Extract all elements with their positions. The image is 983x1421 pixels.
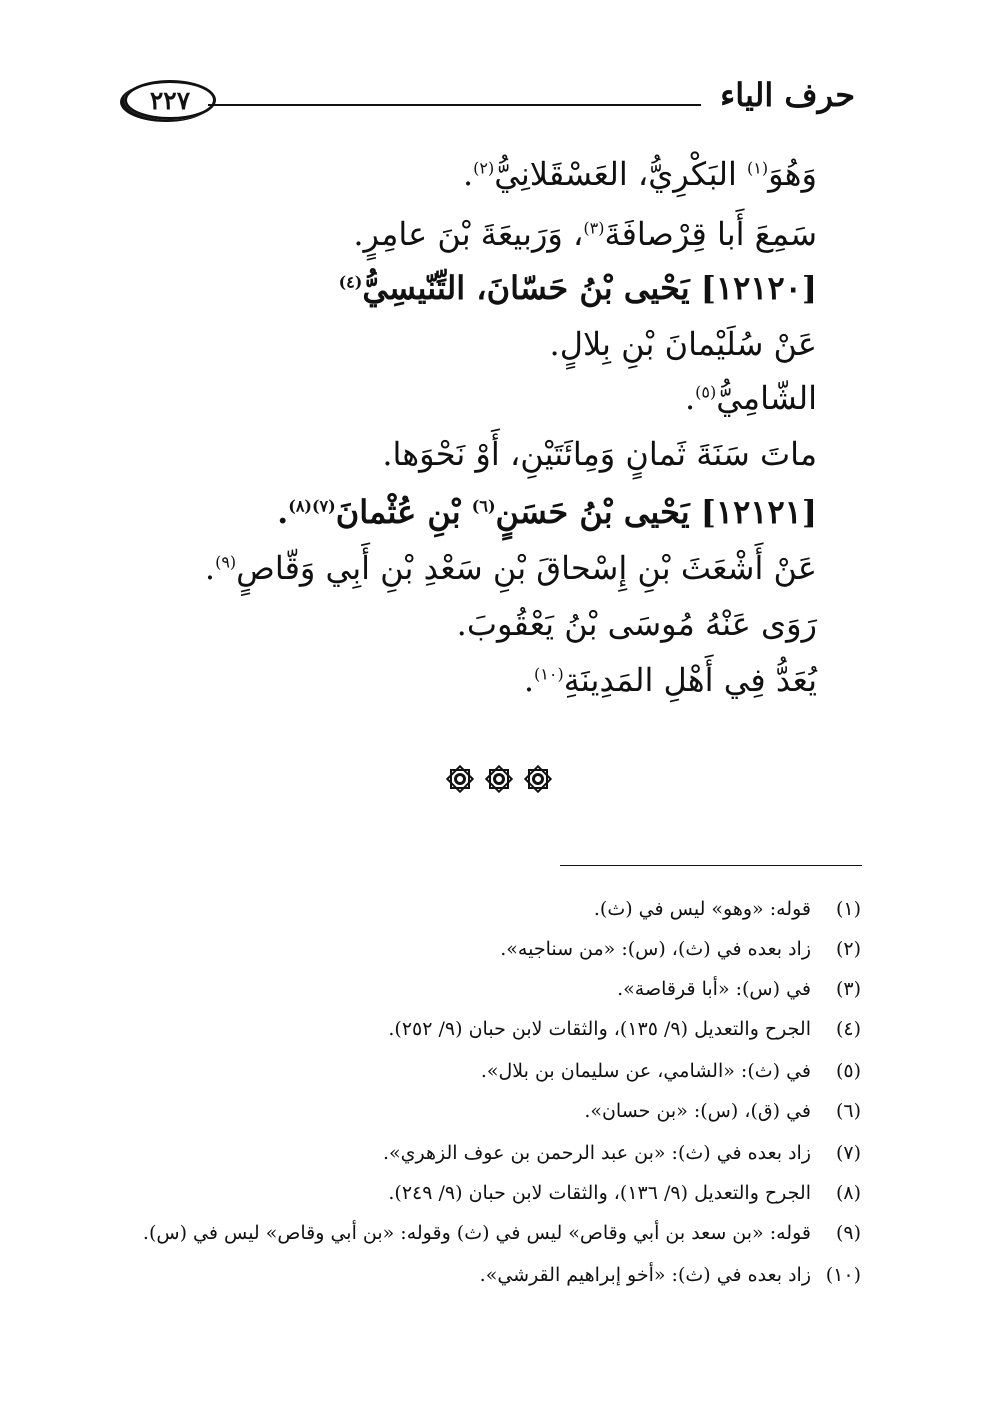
footnote [584, 1096, 861, 1126]
footnote-text: قوله: «بن سعد بن أبي وقاص» ليس في (ث) وقوله: «بن أبي وقاص» ليس في (س). [142, 1222, 811, 1244]
text-line: رَوَى عَنْهُ مُوسَى بْنُ يَعْقُوبَ. [456, 605, 817, 643]
footnote-text: في (ق)، (س): «بن حسان». [584, 1100, 811, 1122]
footnote [594, 894, 861, 924]
footnote-text: في (ث): «الشامي، عن سليمان بن بلال». [480, 1060, 811, 1082]
footnote-text: في (س): «أبا قرقاصة». [617, 978, 811, 1000]
footnote-text: زاد بعده في (ث)، (س): «من سناجيه». [500, 938, 811, 960]
page-number: ٢٢٧ [149, 85, 191, 115]
rosette-ornament-icon [522, 763, 554, 795]
footnote-number: (٤) [835, 1018, 861, 1040]
footnote-text: الجرح والتعديل (٩/ ١٣٦)، والثقات لابن حبان (٩/ ٢٤٩). [388, 1182, 811, 1204]
rosette-ornament-icon [483, 763, 515, 795]
footnote-text: زاد بعده في (ث): «بن عبد الرحمن بن عوف الزهري». [382, 1142, 811, 1164]
footnote-number: (٨) [835, 1182, 861, 1204]
entry-heading: [١٢١٢١] يَحْيى بْنُ حَسَنٍ$^{(٦)}$ بْنِ عُثْمانَ$^{(٧)(٨)}$. [277, 493, 817, 531]
footnote-number: (١٠) [825, 1264, 861, 1286]
running-header-title: حرف الياء [720, 76, 855, 114]
footnote-text: الجرح والتعديل (٩/ ١٣٥)، والثقات لابن حبان (٩/ ٢٥٢). [388, 1018, 811, 1040]
rosette-ornament-icon [444, 763, 476, 795]
text-line: سَمِعَ أَبا قِرْصافَةَ$^{(٣)}$، وَرَبيعَةَ بْنَ عامِرٍ. [353, 215, 817, 253]
footnote-text: قوله: «وهو» ليس في (ث). [593, 898, 811, 920]
footnote [480, 1260, 861, 1290]
footnote [143, 1218, 861, 1248]
footnote-number: (٣) [835, 978, 861, 1000]
footnote-number: (٦) [835, 1100, 861, 1122]
footnote-number: (٥) [835, 1060, 861, 1082]
page-number-badge [124, 80, 216, 120]
footnote-number: (٢) [835, 938, 861, 960]
text-line: يُعَدُّ فِي أَهْلِ المَدِينَةِ$^{(١٠)}$. [523, 661, 817, 699]
text-line: ماتَ سَنَةَ ثَمانٍ وَمِائَتَيْنِ، أَوْ نَحْوَها. [382, 435, 817, 473]
text-line: عَنْ أَشْعَثَ بْنِ إِسْحاقَ بْنِ سَعْدِ بْنِ أَبِي وَقّاصٍ$^{(٩)}$. [204, 549, 817, 587]
footnote [500, 934, 861, 964]
footnote [388, 1178, 861, 1208]
footnote-number: (٩) [835, 1222, 861, 1244]
text-line: عَنْ سُلَيْمانَ بْنِ بِلالٍ. [549, 325, 817, 363]
footnote-number: (١) [835, 898, 861, 920]
footnote [481, 1056, 861, 1086]
text-line: الشّامِيُّ$^{(٥)}$. [684, 379, 817, 417]
header-rule [208, 104, 701, 106]
footnote [388, 1014, 861, 1044]
footnote-text: زاد بعده في (ث): «أخو إبراهيم القرشي». [479, 1264, 811, 1286]
section-divider-ornaments [444, 763, 554, 795]
text-line: وَهُوَ$^{(١)}$ البَكْرِيُّ، العَسْقَلانِيُّ$^{(٢)}$. [462, 155, 817, 193]
footnote-number: (٧) [835, 1142, 861, 1164]
entry-heading: [١٢١٢٠] يَحْيى بْنُ حَسّانَ، التِّنّيسِيُّ$^{(٤)}$ [338, 269, 817, 307]
footnote-separator-rule [560, 865, 862, 866]
footnote [617, 974, 861, 1004]
footnote [383, 1138, 861, 1168]
